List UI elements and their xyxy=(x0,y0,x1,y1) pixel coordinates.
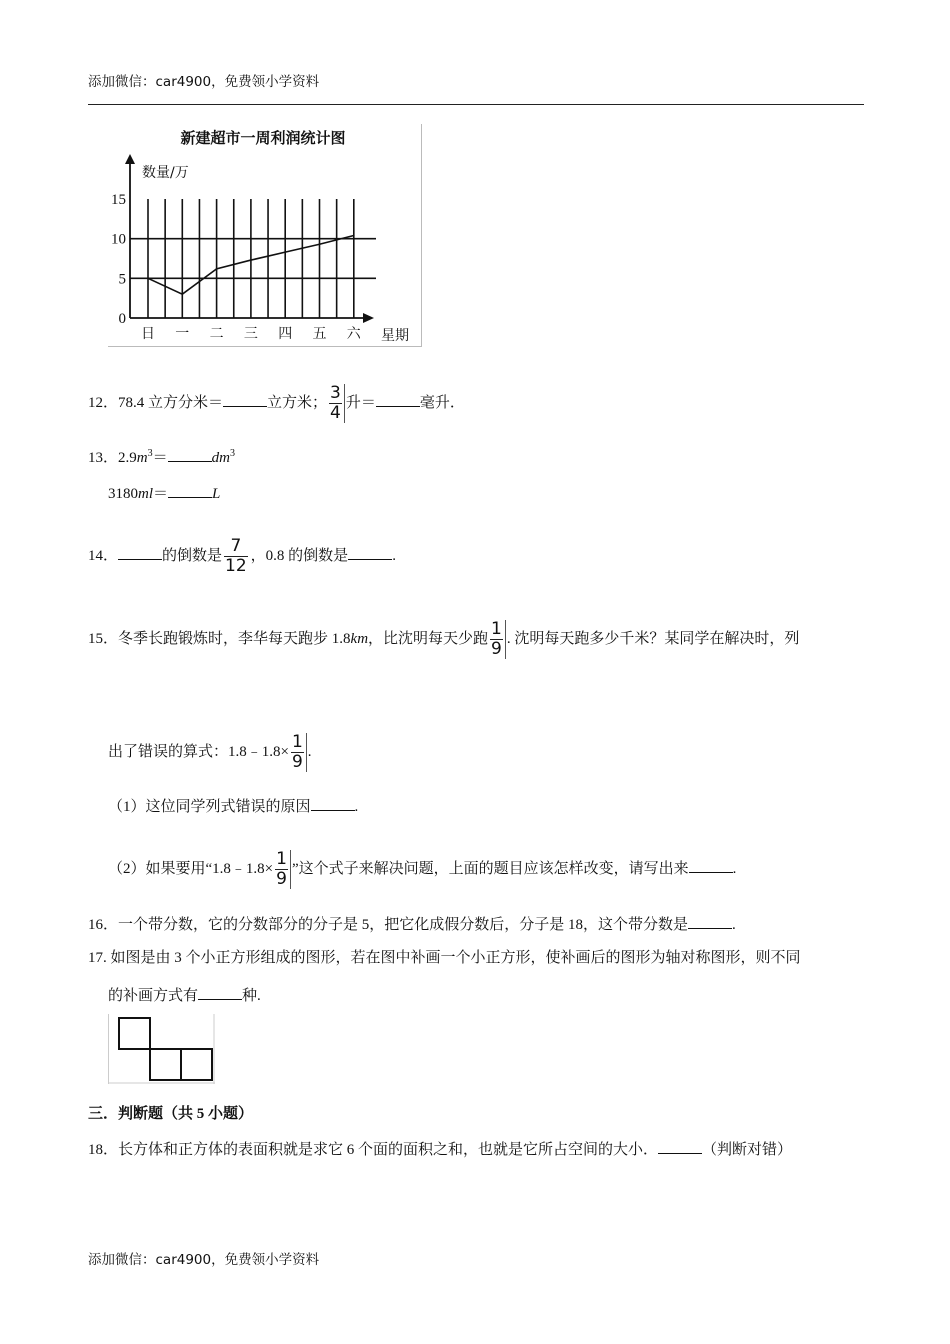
data-point xyxy=(250,259,252,261)
data-point xyxy=(284,251,286,253)
page-header: 添加微信：car4900，免费领小学资料 xyxy=(88,74,320,90)
x-tick-label: 六 xyxy=(346,326,361,342)
answer-blank[interactable] xyxy=(168,448,212,462)
three-squares-figure xyxy=(108,1014,215,1084)
page-footer: 添加微信：car4900，免费领小学资料 xyxy=(88,1252,320,1268)
answer-blank[interactable] xyxy=(688,915,732,929)
question-14: 14． 的倒数是 $\frac{7}{12}$ ，0.8 的倒数是 . xyxy=(88,536,396,576)
fraction-1-9: $\frac{1}{9}$ xyxy=(489,620,506,659)
question-15-line2: 出了错误的算式：1.8﹣1.8× $\frac{1}{9}$ . xyxy=(108,732,312,772)
x-axis-arrow xyxy=(363,313,374,323)
data-point xyxy=(353,235,355,237)
answer-blank[interactable] xyxy=(658,1140,702,1154)
square-bottom-right xyxy=(181,1049,212,1080)
chart-x-ticks xyxy=(141,326,362,342)
x-tick-label: 日 xyxy=(141,326,155,342)
question-12: 12．78.4 立方分米＝ 立方米； $\frac{3}{4}$ 升＝ 毫升． xyxy=(88,383,465,423)
chart-grid xyxy=(130,199,376,318)
profit-line-chart xyxy=(108,124,422,347)
data-point xyxy=(147,278,149,280)
answer-blank[interactable] xyxy=(348,546,392,560)
header-divider xyxy=(88,104,864,105)
answer-blank[interactable] xyxy=(376,393,420,407)
x-tick-label: 二 xyxy=(209,326,224,342)
answer-blank[interactable] xyxy=(311,797,355,811)
question-16: 16．一个带分数，它的分数部分的分子是 5，把它化成假分数后，分子是 18，这个带分数是 . xyxy=(88,917,736,933)
section-3-title: 三．判断题（共 5 小题） xyxy=(88,1106,254,1122)
y-tick-label: 5 xyxy=(118,271,126,288)
y-tick-label: 10 xyxy=(111,231,126,248)
question-15-part2: （2）如果要用“1.8﹣1.8× $\frac{1}{9}$ ”这个式子来解决问题，上面的题目应该怎样改变，请写出来 . xyxy=(108,849,737,889)
question-18: 18．长方体和正方体的表面积就是求它 6 个面的面积之和，也就是它所占空间的大小． （判断对错） xyxy=(88,1142,793,1158)
x-tick-label: 五 xyxy=(312,326,327,342)
y-axis-arrow xyxy=(125,154,135,164)
x-tick-label: 一 xyxy=(175,326,190,342)
chart-title: 新建超市一周利润统计图 xyxy=(180,129,346,147)
fraction-7-12: $\frac{7}{12}$ xyxy=(225,536,247,576)
y-tick-label: 15 xyxy=(111,192,126,208)
answer-blank[interactable] xyxy=(198,986,242,1000)
question-13-line2: 3180ml＝ L xyxy=(108,486,221,502)
chart-xlabel: 星期 xyxy=(381,328,409,344)
square-top-left xyxy=(119,1018,150,1049)
question-15-part1: （1）这位同学列式错误的原因 . xyxy=(108,799,359,815)
answer-blank[interactable] xyxy=(689,859,733,873)
data-point xyxy=(182,293,184,295)
fraction-1-9: $\frac{1}{9}$ xyxy=(290,733,307,772)
data-point xyxy=(216,268,218,270)
answer-blank[interactable] xyxy=(168,484,212,498)
chart-y-ticks xyxy=(111,192,126,327)
chart-ylabel: 数量/万 xyxy=(142,165,189,181)
fraction-3-4: $\frac{3}{4}$ xyxy=(328,384,345,423)
question-17-line1: 17. 如图是由 3 个小正方形组成的图形，若在图中补画一个小正方形，使补画后的图形为轴对称图形，则不同 xyxy=(88,950,801,966)
question-13-line1: 13．$2.9m^3= dm^3$ xyxy=(88,448,235,466)
square-bottom-middle xyxy=(150,1049,181,1080)
data-point xyxy=(319,243,321,245)
answer-blank[interactable] xyxy=(223,393,267,407)
question-15-line1: 15．冬季长跑锻炼时，李华每天跑步 1.8km，比沈明每天少跑 $\frac{1}{9}$ . 沈明每天跑多少千米？某同学在解决时，列 xyxy=(88,619,800,659)
chart-svg xyxy=(108,124,421,346)
fraction-1-9: $\frac{1}{9}$ xyxy=(274,850,291,889)
question-17-line2: 的补画方式有 种. xyxy=(108,988,261,1004)
x-tick-label: 三 xyxy=(243,326,258,342)
y-tick-label: 0 xyxy=(118,311,126,327)
x-tick-label: 四 xyxy=(278,326,293,342)
answer-blank[interactable] xyxy=(118,546,162,560)
